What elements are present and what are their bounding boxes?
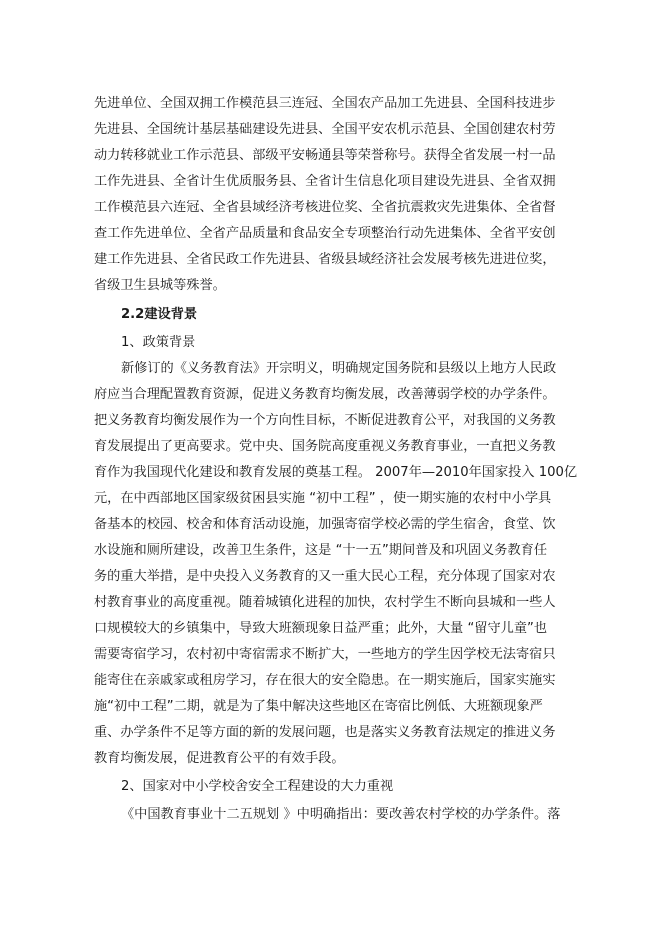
body-text-line: 村教育事业的高度重视。随着城镇化进程的加快，农村学生不断向县城和一些人 <box>94 595 556 610</box>
body-text-line: 口规模较大的乡镇集中，导致大班额现象日益严重；此外，大量 “留守儿童”也 <box>94 621 548 636</box>
body-text-line: 育发展提出了更高要求。党中央、国务院高度重视义务教育事业，一直把义务教 <box>94 439 556 454</box>
body-text-line: 重、办学条件不足等方面的新的发展问题，也是落实义务教育法规定的推进义务 <box>94 725 556 740</box>
body-text-line: 能寄住在亲戚家或租房学习，存在很大的安全隐患。在一期实施后，国家实施实 <box>94 673 556 688</box>
subsection-heading: 1、政策背景 <box>121 335 196 350</box>
body-text-line: 先进县、全国统计基层基础建设先进县、全国平安农机示范县、全国创建农村劳 <box>94 122 556 137</box>
body-text-line: 需要寄宿学习，农村初中寄宿需求不断扩大，一些地方的学生因学校无法寄宿只 <box>94 647 556 662</box>
body-text-line: 省级卫生县城等殊誉。 <box>94 278 226 293</box>
body-text-line: 施“初中工程”二期，就是为了集中解决这些地区在寄宿比例低、大班额现象严 <box>94 699 543 714</box>
body-text-line: 动力转移就业工作示范县、部级平安畅通县等荣誉称号。获得全省发展一村一品 <box>94 148 556 163</box>
body-text-line: 新修订的《义务教育法》开宗明义，明确规定国务院和县级以上地方人民政 <box>121 361 557 376</box>
body-text-line: 工作先进县、全省计生优质服务县、全省计生信息化项目建设先进县、全省双拥 <box>94 174 556 189</box>
body-text-line: 元，在中西部地区国家级贫困县实施 “初中工程” ，使一期实施的农村中小学具 <box>94 491 552 506</box>
body-text-line: 工作模范县六连冠、全省县域经济考核进位奖、全省抗震救灾先进集体、全省督 <box>94 200 556 215</box>
body-text-line: 水设施和厕所建设，改善卫生条件，这是 “十一五”期间普及和巩固义务教育任 <box>94 543 548 558</box>
body-text-line: 先进单位、全国双拥工作模范县三连冠、全国农产品加工先进县、全国科技进步 <box>94 96 556 111</box>
body-text-line: 《中国教育事业十二五规划 》中明确指出：要改善农村学校的办学条件。落 <box>121 807 561 822</box>
body-text-line: 务的重大举措，是中央投入义务教育的又一重大民心工程，充分体现了国家对农 <box>94 569 556 584</box>
body-text-line: 查工作先进单位、全省产品质量和食品安全专项整治行动先进集体、全省平安创 <box>94 226 556 241</box>
body-text-line: 府应当合理配置教育资源，促进义务教育均衡发展，改善薄弱学校的办学条件。 <box>94 387 556 402</box>
body-text-line: 育作为我国现代化建设和教育发展的奠基工程。 2007年—2010年国家投入 100亿 <box>94 465 578 480</box>
body-text-line: 教育均衡发展，促进教育公平的有效手段。 <box>94 751 345 766</box>
subsection-heading: 2、国家对中小学校舍安全工程建设的大力重视 <box>121 779 394 794</box>
body-text-line: 建工作先进县、全省民政工作先进县、省级县域经济社会发展考核先进进位奖， <box>94 252 556 267</box>
body-text-line: 把义务教育均衡发展作为一个方向性目标，不断促进教育公平，对我国的义务教 <box>94 413 556 428</box>
section-heading: 2.2建设背景 <box>121 307 198 322</box>
body-text-line: 备基本的校园、校舍和体育活动设施，加强寄宿学校必需的学生宿舍，食堂、饮 <box>94 517 556 532</box>
